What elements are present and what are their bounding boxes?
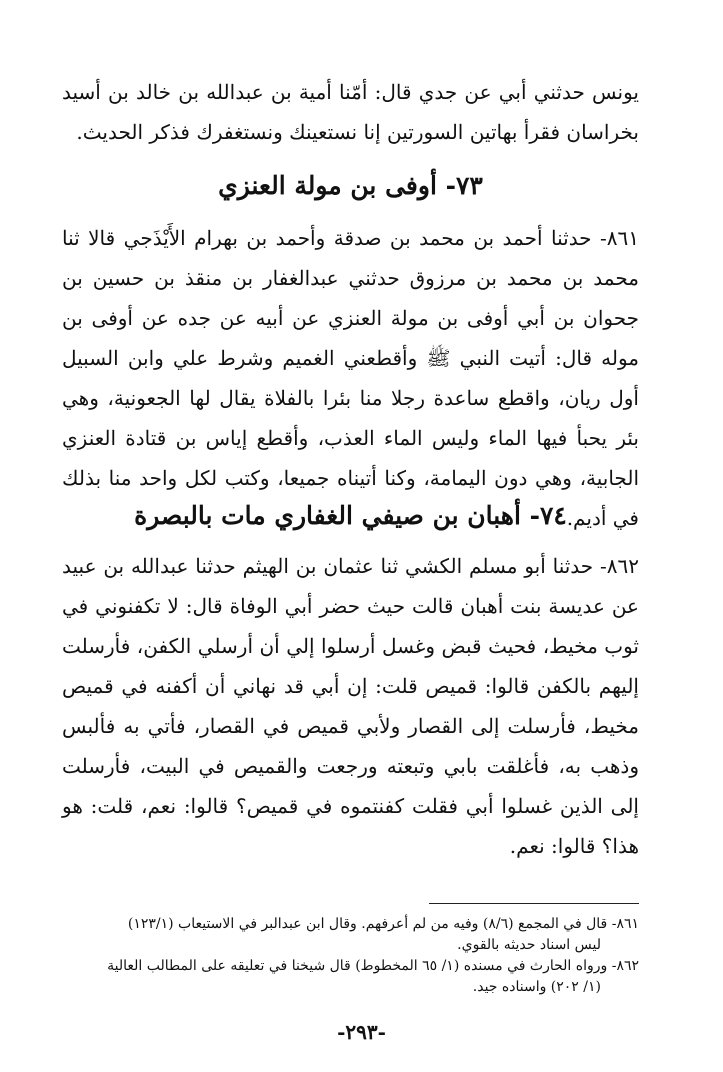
footnote-862-line-1: ٨٦٢- ورواه الحارث في مسنده (١/ ٦٥ المخطوط) قال شيخنا في تعليقه على المطالب العالية: [107, 958, 639, 974]
section-74-heading: ٧٤- أهبان بن صيفي الغفاري مات بالبصرة: [134, 501, 567, 530]
page-number: -٢٩٣-: [337, 1020, 386, 1044]
footnote-divider: [429, 903, 639, 904]
hadith-861-paragraph: ٨٦١- حدثنا أحمد بن محمد بن صدقة وأحمد بن بهرام الأَيْذَجي قالا ثنا محمد بن محمد بن مرزوق حدثني عبدالغفار بن منقذ بن حسين بن جحوان بن أبي أوفى بن مولة العنزي عن أبيه عن جده عن أوفى بن موله قال: أتيت النبي ﷺ وأقطعني الغميم وشرط علي وابن السبيل أول ريان، واقطع ساعدة رجلا منا بئرا بالفلاة يقال لها الجعونية، وهي بئر يحبأ فيها الماء وليس الماء العذب، وأقطع إياس بن قتادة العنزي الجابية، وهي دون اليمامة، وكنا أتيناه جميعا، وكتب لكل واحد منا بذلك في أديم.: [62, 226, 639, 530]
footnote-861-line-1: ٨٦١- قال في المجمع (٨/٦) وفيه من لم أعرفهم. وقال ابن عبدالبر في الاستيعاب (١٢٣/١): [127, 916, 639, 932]
section-73-heading: ٧٣- أوفى بن مولة العنزي: [218, 171, 483, 200]
hadith-862-paragraph: ٨٦٢- حدثنا أبو مسلم الكشي ثنا عثمان بن الهيثم حدثنا عبدالله بن عبيد عن عديسة بنت أهبان قالت حيث حضر أبي الوفاة قال: لا تكفنوني في ثوب مخيط، فحيث قبض وغسل أرسلوا إلي أن أرسلي الكفن، فأرسلت إليهم بالكفن قالوا: قميص قلت: إن أبي قد نهاني أن أكفنه في قميص مخيط، فأرسلت إلى القصار ولأبي قميص في القصار، فأتي به فألبس وذهب به، فأغلقت بابي وتبعته ورجعت والقميص في البيت، فأرسلت إلى الذين غسلوا أبي فقلت كفنتموه في قميص؟ قالوا: نعم، قلت: هو هذا؟ قالوا: نعم.: [62, 554, 640, 858]
footnotes: [62, 914, 639, 998]
intro-paragraph: يونس حدثني أبي عن جدي قال: أمّنا أمية بن عبدالله بن خالد بن أسيد بخراسان فقرأ بهاتين السورتين إنا نستعينك ونستغفرك فذكر الحديث.: [62, 80, 639, 144]
footnote-862-line-2: (١/ ٢٠٢) واسناده جيد.: [472, 979, 601, 995]
footnote-861-line-2: ليس اسناد حديثه بالقوي.: [457, 937, 601, 953]
